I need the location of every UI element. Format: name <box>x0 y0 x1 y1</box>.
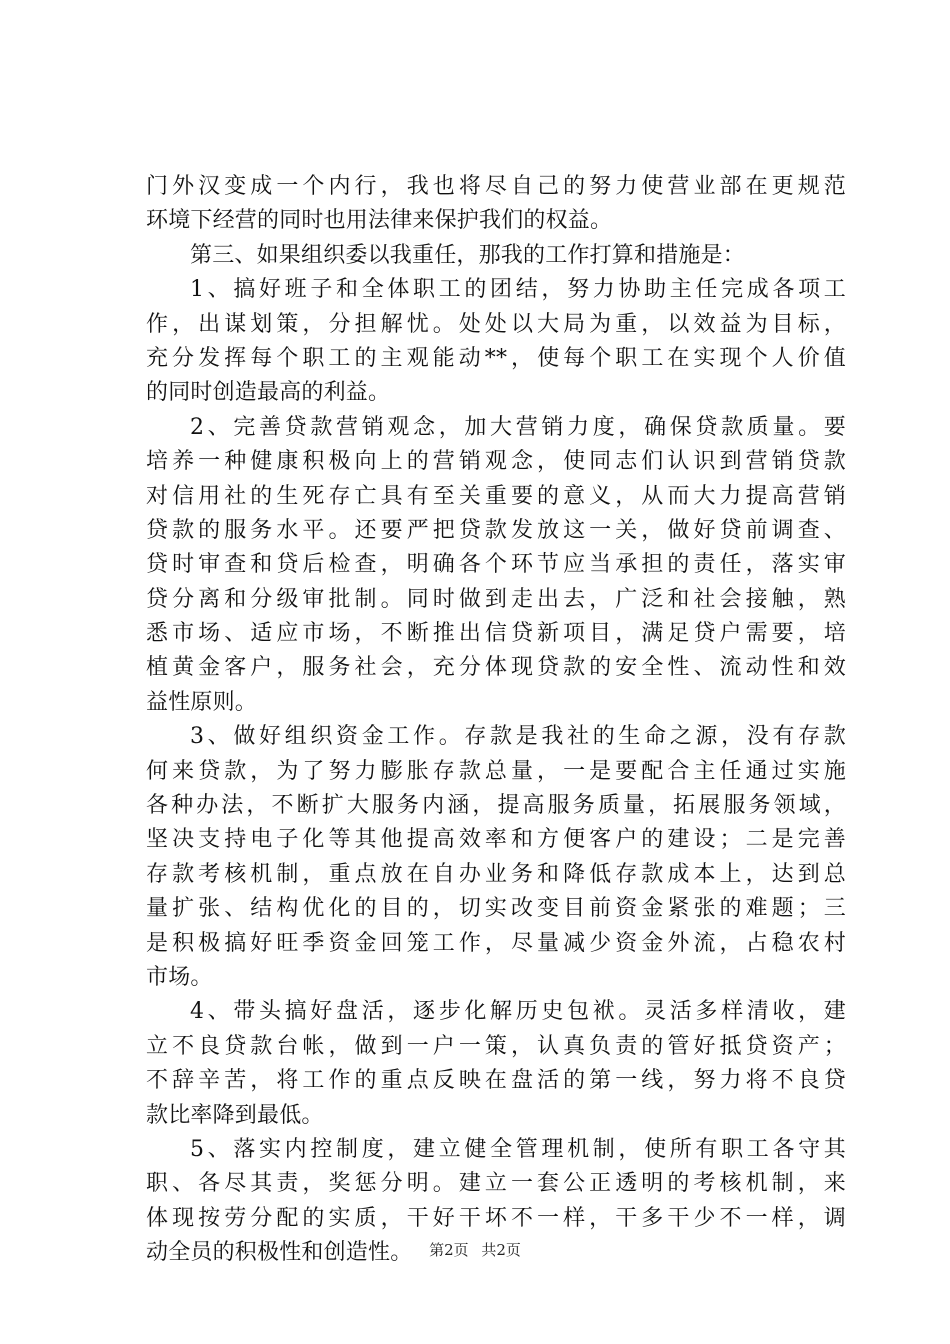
text-line: 市场。 <box>146 964 213 990</box>
text-line: 植黄金客户，服务社会，充分体现贷款的安全性、流动性和效 <box>146 655 846 681</box>
text-line: 贷时审查和贷后检查，明确各个环节应当承担的责任，落实审 <box>146 552 846 578</box>
text-line: 1、搞好班子和全体职工的团结，努力协助主任完成各项工 <box>190 277 846 303</box>
page-number: 第2页 <box>429 1241 469 1259</box>
text-line: 存款考核机制，重点放在自办业务和降低存款成本上，达到总 <box>146 861 846 887</box>
text-line: 作，出谋划策，分担解忧。处处以大局为重，以效益为目标， <box>146 311 846 337</box>
text-line: 各种办法，不断扩大服务内涵，提高服务质量，拓展服务领域， <box>146 793 846 819</box>
text-line: 的同时创造最高的利益。 <box>146 380 391 406</box>
text-line: 职、各尽其责，奖惩分明。建立一套公正透明的考核机制，来 <box>146 1171 846 1197</box>
text-line: 是积极搞好旺季资金回笼工作，尽量减少资金外流，占稳农村 <box>146 930 846 956</box>
text-line: 4、带头搞好盘活，逐步化解历史包袱。灵活多样清收，建 <box>190 999 846 1025</box>
text-line: 充分发挥每个职工的主观能动**，使每个职工在实现个人价值 <box>146 345 846 371</box>
text-line: 立不良贷款台帐，做到一户一策，认真负责的管好抵贷资产； <box>146 1033 846 1059</box>
text-line: 益性原则。 <box>146 689 258 715</box>
text-line: 环境下经营的同时也用法律来保护我们的权益。 <box>146 208 613 234</box>
text-line: 贷款的服务水平。还要严把贷款发放这一关，做好贷前调查、 <box>146 517 846 543</box>
text-line: 对信用社的生死存亡具有至关重要的意义，从而大力提高营销 <box>146 483 846 509</box>
text-line: 悉市场、适应市场，不断推出信贷新项目，满足贷户需要，培 <box>146 621 846 647</box>
text-line: 何来贷款，为了努力膨胀存款总量，一是要配合主任通过实施 <box>146 758 846 784</box>
text-line: 贷分离和分级审批制。同时做到走出去，广泛和社会接触，熟 <box>146 586 846 612</box>
text-line: 动全员的积极性和创造性。 <box>146 1240 413 1266</box>
text-line: 量扩张、结构优化的目的，切实改变目前资金紧张的难题；三 <box>146 896 846 922</box>
text-line: 5、落实内控制度，建立健全管理机制，使所有职工各守其 <box>190 1136 846 1162</box>
page-footer <box>0 1240 950 1260</box>
text-line: 不辞辛苦，将工作的重点反映在盘活的第一线，努力将不良贷 <box>146 1068 846 1094</box>
text-line: 款比率降到最低。 <box>146 1102 324 1128</box>
text-line: 体现按劳分配的实质，干好干坏不一样，干多干少不一样，调 <box>146 1205 846 1231</box>
document-body <box>146 170 846 1271</box>
text-line: 第三、如果组织委以我重任，那我的工作打算和措施是： <box>190 242 746 268</box>
page-total: 共2页 <box>481 1241 521 1259</box>
text-line: 3、做好组织资金工作。存款是我社的生命之源，没有存款 <box>190 724 846 750</box>
text-line: 2、完善贷款营销观念，加大营销力度，确保贷款质量。要 <box>190 414 846 440</box>
text-line: 门外汉变成一个内行，我也将尽自己的努力使营业部在更规范 <box>146 174 846 199</box>
text-line: 坚决支持电子化等其他提高效率和方便客户的建设；二是完善 <box>146 827 846 853</box>
text-line: 培养一种健康积极向上的营销观念，使同志们认识到营销贷款 <box>146 449 846 475</box>
